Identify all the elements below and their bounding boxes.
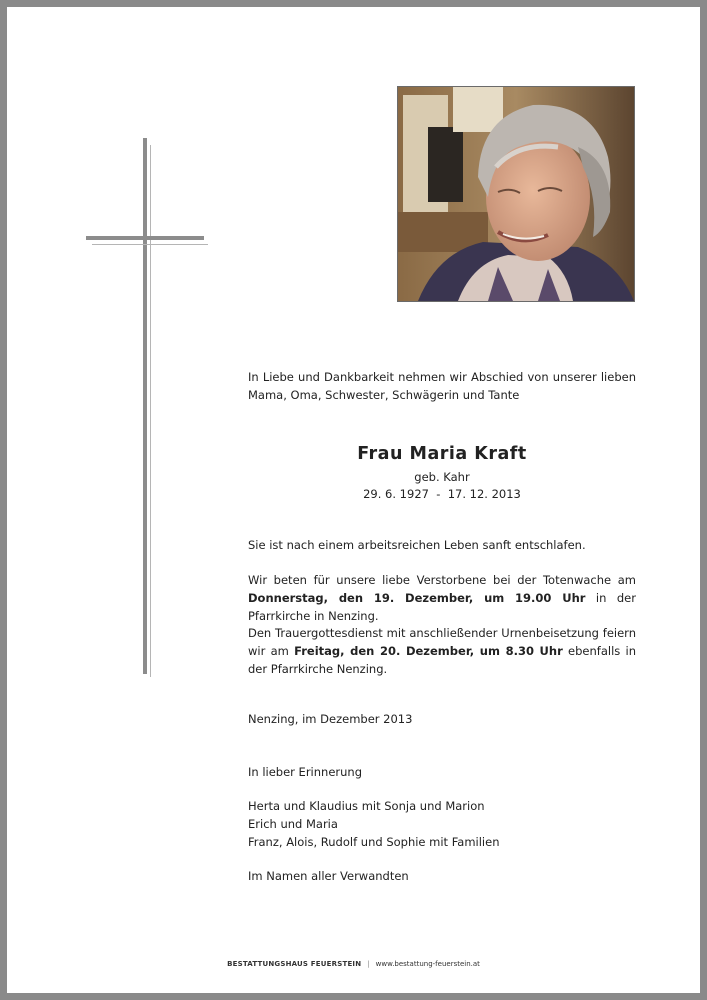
- service-paragraph: [248, 624, 636, 678]
- life-dates: 29. 6. 1927 - 17. 12. 2013: [363, 487, 521, 501]
- intro-text: In Liebe und Dankbarkeit nehmen wir Abschied von unserer lieben Mama, Oma, Schwester, Schwägerin und Tante: [248, 370, 636, 402]
- wake-text-1: Wir beten für unsere liebe Verstorbene bei der Totenwache am: [248, 573, 636, 587]
- place-date: Nenzing, im Dezember 2013: [248, 712, 413, 726]
- portrait-photo: [397, 86, 635, 302]
- footer-company: BESTATTUNGSHAUS FEUERSTEIN: [227, 960, 362, 968]
- cross-horizontal-shadow: [92, 244, 208, 245]
- cross-vertical-shadow: [150, 145, 151, 677]
- remembrance-text: In lieber Erinnerung: [248, 765, 363, 779]
- deceased-name: Frau Maria Kraft: [357, 444, 527, 464]
- mourner-line: Franz, Alois, Rudolf und Sophie mit Familien: [248, 835, 500, 849]
- cross-horizontal-bar: [86, 236, 204, 240]
- passing-text: Sie ist nach einem arbeitsreichen Leben sanft entschlafen.: [248, 538, 586, 552]
- footer-website-link[interactable]: www.bestattung-feuerstein.at: [375, 960, 480, 968]
- service-text-1: Den Trauergottesdienst mit anschließender Urnenbeisetzung feiern wir am: [248, 626, 636, 658]
- mourners-list: [248, 797, 636, 851]
- mourner-line: Herta und Klaudius mit Sonja und Marion: [248, 799, 485, 813]
- footer-separator: |: [367, 960, 370, 968]
- closing-text: Im Namen aller Verwandten: [248, 869, 409, 883]
- footer: [0, 960, 707, 968]
- wake-text-2: in der Pfarrkirche in Nenzing.: [248, 591, 636, 623]
- wake-paragraph: [248, 571, 636, 625]
- wake-date-time: Donnerstag, den 19. Dezember, um 19.00 Uhr: [248, 591, 586, 605]
- service-date-time: Freitag, den 20. Dezember, um 8.30 Uhr: [294, 644, 563, 658]
- cross-vertical-bar: [143, 138, 147, 674]
- mourner-line: Erich und Maria: [248, 817, 338, 831]
- birth-name: geb. Kahr: [414, 470, 470, 484]
- service-text-2: ebenfalls in der Pfarrkirche Nenzing.: [248, 644, 637, 676]
